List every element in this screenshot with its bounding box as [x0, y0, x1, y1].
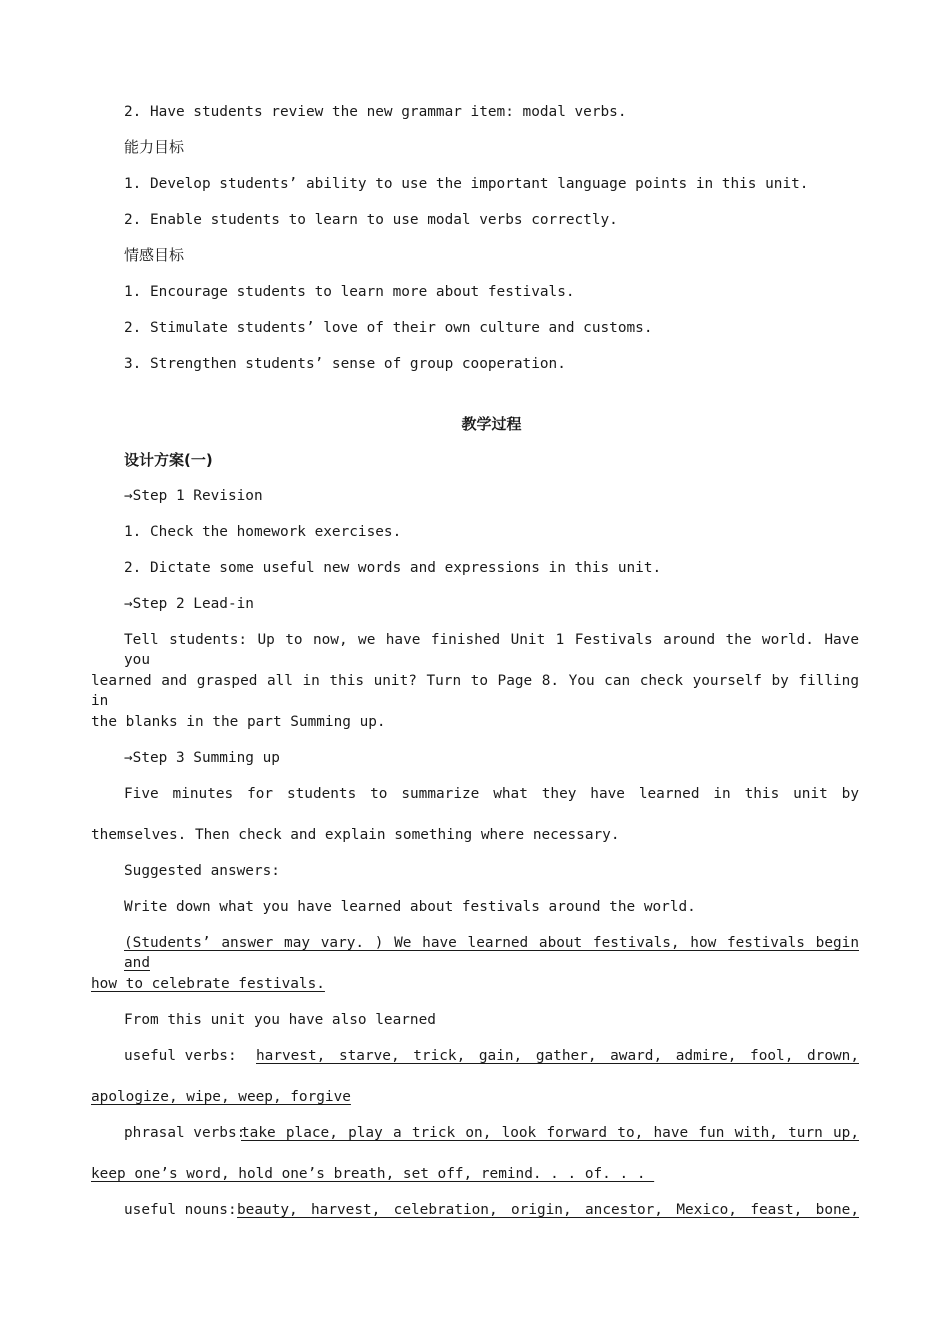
- answer-line-1: (Students’ answer may vary. ) We have learned about festivals, how festivals begin and: [124, 935, 859, 971]
- ability-objective-item-2: 2. Enable students to learn to use modal verbs correctly.: [124, 212, 618, 228]
- step1-item-1: 1. Check the homework exercises.: [124, 524, 402, 540]
- step1-item-2: 2. Dictate some useful new words and expressions in this unit.: [124, 560, 662, 576]
- useful-nouns-line-1: beauty, harvest, celebration, origin, ancestor, Mexico, feast, bone,: [237, 1202, 859, 1218]
- useful-verbs-line-1: harvest, starve, trick, gain, gather, award, admire, fool, drown,: [256, 1048, 859, 1064]
- emotion-objective-item-2: 2. Stimulate students’ love of their own culture and customs.: [124, 320, 653, 336]
- step2-paragraph-line-3: the blanks in the part Summing up.: [91, 714, 386, 730]
- step3-paragraph-line-2: themselves. Then check and explain something where necessary.: [91, 827, 620, 843]
- step1-heading: →Step 1 Revision: [124, 488, 263, 504]
- also-learned-label: From this unit you have also learned: [124, 1012, 436, 1028]
- useful-verbs-label: useful verbs:: [124, 1048, 246, 1064]
- ability-objective-item-1: 1. Develop students’ ability to use the important language points in this unit.: [124, 176, 809, 192]
- knowledge-objective-item-2: 2. Have students review the new grammar item: modal verbs.: [124, 104, 627, 120]
- plan-heading: 设计方案(一): [124, 451, 213, 469]
- step2-paragraph-line-1: Tell students: Up to now, we have finished Unit 1 Festivals around the world. Have you: [124, 632, 859, 668]
- emotion-objectives-heading: 情感目标: [124, 246, 185, 264]
- useful-nouns-label: useful nouns:: [124, 1202, 237, 1218]
- answer-line-2: how to celebrate festivals.: [91, 976, 325, 992]
- teaching-process-title: 教学过程: [461, 415, 522, 433]
- step2-heading: →Step 2 Lead-in: [124, 596, 254, 612]
- step2-paragraph-line-2: learned and grasped all in this unit? Turn to Page 8. You can check yourself by filling in: [91, 673, 859, 709]
- suggested-answers-label: Suggested answers:: [124, 863, 280, 879]
- emotion-objective-item-3: 3. Strengthen students’ sense of group cooperation.: [124, 356, 566, 372]
- ability-objectives-heading: 能力目标: [124, 138, 185, 156]
- step3-paragraph-line-1: Five minutes for students to summarize what they have learned in this unit by: [124, 786, 859, 802]
- emotion-objective-item-1: 1. Encourage students to learn more about festivals.: [124, 284, 575, 300]
- step3-heading: →Step 3 Summing up: [124, 750, 280, 766]
- phrasal-verbs-line-1: take place, play a trick on, look forward to, have fun with, turn up,: [241, 1125, 859, 1141]
- phrasal-verbs-line-2: keep one’s word, hold one’s breath, set off, remind. . . of. . .: [91, 1166, 655, 1182]
- useful-verbs-line-2: apologize, wipe, weep, forgive: [91, 1089, 351, 1105]
- phrasal-verbs-label: phrasal verbs:: [124, 1125, 246, 1141]
- write-down-prompt: Write down what you have learned about festivals around the world.: [124, 899, 696, 915]
